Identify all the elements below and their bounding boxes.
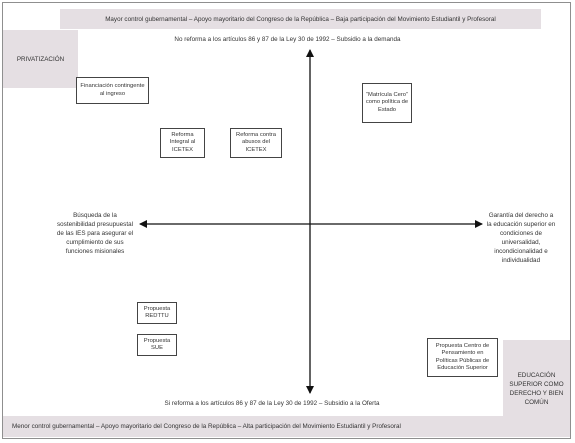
top-band: Mayor control gubernamental – Apoyo mayoritario del Congreso de la República – Baja participación del Movimiento Estudiantil y Profesoral [60, 9, 541, 29]
top-axis-label: No reforma a los artículos 86 y 87 de la Ley 30 de 1992 – Subsidio a la demanda [174, 36, 401, 43]
box-propuesta-redttu: Propuesta REDTTU [137, 302, 177, 324]
box-financiacion-contingente: Financiación contingente al ingreso [76, 77, 149, 104]
privatizacion-label: PRIVATIZACIÓN [3, 30, 78, 88]
right-axis-label: Garantía del derecho a la educación superior en condiciones de universalidad, incondicionalidad e individualidad [486, 212, 556, 264]
bottom-band: Menor control gubernamental – Apoyo mayoritario del Congreso de la República – Alta participación del Movimiento Estudiantil y Profesoral [3, 416, 503, 437]
educacion-derecho-label: EDUCACIÓN SUPERIOR COMO DERECHO Y BIEN COMÚN [503, 340, 570, 437]
bottom-axis-label: Si reforma a los artículos 86 y 87 de la Ley 30 de 1992 – Subsidio a la Oferta [164, 400, 380, 407]
box-reforma-integral-icetex: Reforma Integral al ICETEX [160, 128, 205, 158]
box-reforma-abusos-icetex: Reforma contra abusos del ICETEX [230, 128, 282, 158]
box-matricula-cero: “Matrícula Cero” como política de Estado [362, 83, 412, 123]
box-propuesta-centro-pensamiento: Propuesta Centro de Pensamiento en Políticas Públicas de Educación Superior [427, 338, 498, 377]
left-axis-label: Búsqueda de la sostenibilidad presupuestal de las IES para asegurar el cumplimiento de sus funciones misionales [56, 212, 134, 255]
box-propuesta-sue: Propuesta SUE [137, 334, 177, 356]
